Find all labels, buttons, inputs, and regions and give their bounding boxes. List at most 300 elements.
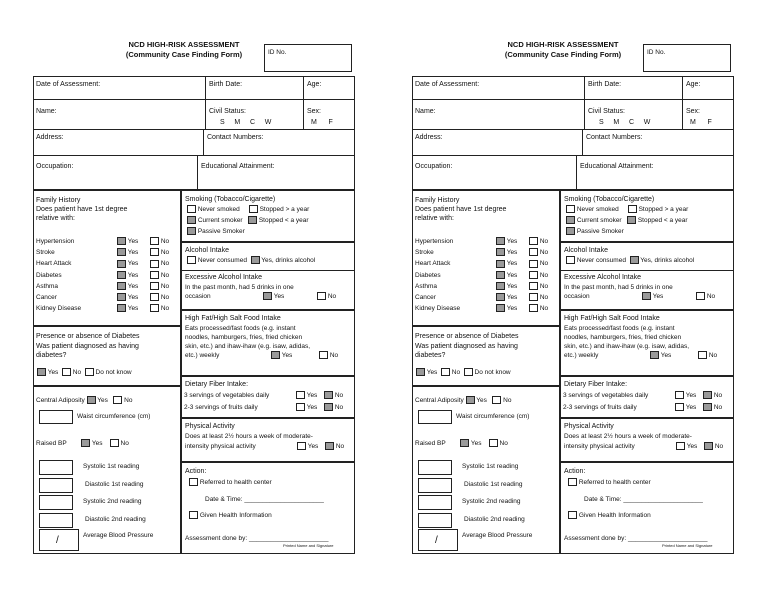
current-smoker-label: Current smoker	[576, 217, 622, 224]
no-label: No	[124, 397, 133, 404]
activity-q1: Does at least 2½ hours a week of moderate-	[564, 433, 692, 440]
condition-yes-checkbox[interactable]	[117, 260, 126, 268]
diabetes-unknown-checkbox[interactable]	[464, 368, 473, 376]
yes-label: Yes	[127, 294, 139, 301]
veg-no-checkbox[interactable]	[324, 391, 333, 399]
fat-salt-q3: skin, etc.) and ihaw-ihaw (e.g. isaw, adidas,	[185, 343, 311, 350]
never-consumed-label: Never consumed	[576, 257, 626, 264]
given-info-row	[189, 511, 272, 521]
excess-alcohol-row	[185, 292, 355, 302]
family-history-item	[36, 271, 181, 281]
contact-numbers-field[interactable]: Contact Numbers:	[207, 134, 264, 141]
assessment-done-by-field[interactable]: Assessment done by: ______________________	[185, 535, 329, 542]
excess-yes-checkbox[interactable]	[263, 292, 272, 300]
form-header	[412, 40, 734, 80]
bp-no-checkbox[interactable]	[110, 439, 119, 447]
no-label: No	[713, 392, 723, 399]
excess-alcohol-q2: occasion	[185, 293, 211, 300]
never-consumed-checkbox[interactable]	[566, 256, 575, 264]
contact-numbers-field[interactable]: Contact Numbers:	[586, 134, 643, 141]
excess-alcohol-q1: In the past month, had 5 drinks in one	[185, 284, 294, 291]
family-history-q2: relative with:	[36, 215, 75, 222]
stopped-gt-checkbox[interactable]	[249, 205, 258, 213]
yes-label: Yes	[506, 294, 518, 301]
activity-yes-checkbox[interactable]	[297, 442, 306, 450]
referred-row	[568, 478, 651, 488]
fat-salt-title: High Fat/High Salt Food Intake	[564, 315, 660, 322]
given-info-label: Given Health Information	[578, 512, 651, 519]
raised-bp-label: Raised BP	[36, 440, 67, 447]
no-label: No	[160, 294, 170, 301]
do-not-know-label: Do not know	[474, 369, 511, 376]
veg-yes-checkbox[interactable]	[675, 391, 684, 399]
family-history-item	[415, 259, 560, 269]
bp-reading-label: Systolic 2nd reading	[83, 498, 142, 505]
bp-reading-label: Systolic 2nd reading	[462, 498, 521, 505]
family-history-item	[415, 248, 560, 258]
diabetes-title: Presence or absence of Diabetes	[36, 333, 140, 340]
condition-no-checkbox[interactable]	[150, 260, 159, 268]
civil-status-label: Civil Status:	[588, 108, 625, 115]
avg-bp-input[interactable]	[39, 529, 79, 551]
condition-yes-checkbox[interactable]	[496, 237, 505, 245]
no-label: No	[335, 443, 345, 450]
passive-smoker-checkbox[interactable]	[566, 227, 575, 235]
excess-alcohol-title: Excessive Alcohol Intake	[564, 274, 642, 281]
family-history-q2: relative with:	[415, 215, 454, 222]
occupation-field[interactable]: Occupation:	[415, 163, 453, 170]
address-field[interactable]: Address:	[415, 134, 443, 141]
fiber-row-1	[563, 391, 733, 401]
condition-no-checkbox[interactable]	[529, 293, 538, 301]
yes-label: Yes	[306, 392, 318, 399]
date-time-field[interactable]: Date & Time: ______________________	[205, 496, 324, 503]
printed-name-caption: Printed Name and Signature	[283, 543, 334, 548]
no-label: No	[503, 397, 512, 404]
condition-yes-checkbox[interactable]	[117, 282, 126, 290]
central-adiposity-label: Central Adiposity	[415, 397, 464, 404]
bp-reading-input[interactable]	[418, 460, 452, 475]
referred-checkbox[interactable]	[568, 478, 577, 486]
condition-label: Hypertension	[36, 238, 75, 245]
adiposity-no-checkbox[interactable]	[113, 396, 122, 404]
condition-yes-checkbox[interactable]	[496, 293, 505, 301]
bp-no-checkbox[interactable]	[489, 439, 498, 447]
never-consumed-checkbox[interactable]	[187, 256, 196, 264]
id-no-field[interactable]	[643, 44, 731, 72]
condition-no-checkbox[interactable]	[150, 271, 159, 279]
yes-label: Yes	[307, 443, 319, 450]
yes-label: Yes	[685, 392, 697, 399]
condition-yes-checkbox[interactable]	[496, 282, 505, 290]
condition-no-checkbox[interactable]	[529, 304, 538, 312]
drinks-alcohol-label: Yes, drinks alcohol	[261, 257, 316, 264]
no-label: No	[334, 392, 344, 399]
condition-no-checkbox[interactable]	[529, 237, 538, 245]
id-no-label: ID No.	[268, 49, 287, 56]
fruit-no-checkbox[interactable]	[703, 403, 712, 411]
excess-no-checkbox[interactable]	[317, 292, 326, 300]
passive-smoker-label: Passive Smoker	[576, 228, 624, 235]
no-label: No	[539, 238, 549, 245]
activity-title: Physical Activity	[185, 423, 235, 430]
condition-label: Stroke	[415, 249, 434, 257]
no-label: No	[706, 293, 716, 300]
waist-label: Waist circumference (cm)	[77, 413, 151, 420]
fat-salt-q3: skin, etc.) and ihaw-ihaw (e.g. isaw, adidas,	[564, 343, 690, 350]
stopped-gt-label: Stopped > a year	[638, 206, 689, 213]
sex-options[interactable]: M F	[690, 119, 712, 126]
bp-reading-label: Systolic 1st reading	[83, 463, 140, 470]
adiposity-yes-checkbox[interactable]	[466, 396, 475, 404]
bp-reading-input[interactable]	[39, 495, 73, 510]
diabetes-title: Presence or absence of Diabetes	[415, 333, 519, 340]
no-label: No	[539, 294, 549, 301]
condition-yes-checkbox[interactable]	[496, 260, 505, 268]
fiber-row-1	[184, 391, 354, 401]
fat-salt-row	[564, 351, 734, 361]
date-of-assessment-field[interactable]: Date of Assessment:	[36, 81, 101, 88]
no-label: No	[539, 282, 549, 290]
sex-label: Sex:	[307, 108, 322, 115]
yes-label: Yes	[127, 249, 139, 257]
demographics-box	[33, 76, 355, 190]
referred-row	[189, 478, 272, 488]
family-history-q1: Does patient have 1st degree	[36, 206, 128, 213]
smoking-title: Smoking (Tobacco/Cigarette)	[564, 196, 655, 203]
avg-bp-label: Average Blood Pressure	[83, 532, 154, 539]
current-smoker-checkbox[interactable]	[187, 216, 196, 224]
family-history-item	[36, 282, 181, 292]
name-field[interactable]: Name:	[36, 108, 57, 115]
diabetes-no-checkbox[interactable]	[441, 368, 450, 376]
raised-bp-row	[415, 439, 508, 449]
no-label: No	[539, 249, 549, 257]
smoking-title: Smoking (Tobacco/Cigarette)	[185, 196, 276, 203]
printed-name-caption: Printed Name and Signature	[662, 543, 713, 548]
yes-label: Yes	[306, 404, 318, 411]
given-info-row	[568, 511, 651, 521]
family-history-item	[415, 304, 560, 314]
assessment-done-by-field[interactable]: Assessment done by: ______________________	[564, 535, 708, 542]
bp-reading-input[interactable]	[418, 478, 452, 493]
stopped-lt-label: Stopped < a year	[258, 217, 309, 224]
condition-label: Diabetes	[36, 271, 62, 279]
condition-yes-checkbox[interactable]	[496, 304, 505, 312]
occupation-field[interactable]: Occupation:	[36, 163, 74, 170]
diabetes-q1: Was patient diagnosed as having	[415, 343, 518, 350]
bp-reading-input[interactable]	[418, 495, 452, 510]
condition-no-checkbox[interactable]	[529, 271, 538, 279]
waist-label: Waist circumference (cm)	[456, 413, 530, 420]
condition-no-checkbox[interactable]	[529, 282, 538, 290]
no-label: No	[160, 282, 170, 290]
alcohol-title: Alcohol Intake	[564, 247, 608, 254]
fiber-q1: 3 servings of vegetables daily	[563, 392, 649, 399]
passive-smoker-checkbox[interactable]	[187, 227, 196, 235]
condition-yes-checkbox[interactable]	[117, 271, 126, 279]
yes-label: Yes	[127, 271, 139, 279]
fat-salt-row	[185, 351, 355, 361]
yes-label: Yes	[281, 352, 293, 359]
fruit-yes-checkbox[interactable]	[675, 403, 684, 411]
diabetes-yes-checkbox[interactable]	[37, 368, 46, 376]
form-title: NCD HIGH-RISK ASSESSMENT (Community Case Finding Form)	[504, 40, 622, 59]
diabetes-q2: diabetes?	[36, 352, 67, 359]
diabetes-options	[416, 368, 511, 378]
avg-bp-label: Average Blood Pressure	[462, 532, 533, 539]
activity-q2: intensity physical activity	[564, 443, 635, 450]
form-title: NCD HIGH-RISK ASSESSMENT (Community Case Finding Form)	[125, 40, 243, 59]
fat-salt-yes-checkbox[interactable]	[271, 351, 280, 359]
condition-yes-checkbox[interactable]	[117, 304, 126, 312]
yes-label: Yes	[127, 238, 139, 245]
yes-label: Yes	[426, 369, 438, 376]
educational-attainment-field[interactable]: Educational Attainment:	[201, 163, 275, 170]
educational-attainment-field[interactable]: Educational Attainment:	[580, 163, 654, 170]
family-history-item	[36, 237, 181, 247]
fruit-yes-checkbox[interactable]	[296, 403, 305, 411]
yes-label: Yes	[476, 397, 487, 404]
stopped-lt-checkbox[interactable]	[627, 216, 636, 224]
family-history-item	[415, 293, 560, 303]
sex-label: Sex:	[686, 108, 701, 115]
civil-status-options[interactable]: S M C W	[599, 119, 651, 126]
yes-label: Yes	[506, 238, 518, 245]
id-no-label: ID No.	[647, 49, 666, 56]
fiber-q1: 3 servings of vegetables daily	[184, 392, 270, 399]
smoking-row-2	[187, 216, 309, 226]
excess-alcohol-q1: In the past month, had 5 drinks in one	[564, 284, 673, 291]
fat-salt-q1: Eats processed/fast foods (e.g. instant	[564, 325, 675, 332]
condition-no-checkbox[interactable]	[150, 282, 159, 290]
yes-label: Yes	[652, 293, 664, 300]
no-label: No	[72, 369, 82, 376]
fiber-q2: 2-3 servings of fruits daily	[563, 404, 637, 411]
referred-checkbox[interactable]	[189, 478, 198, 486]
adiposity-no-checkbox[interactable]	[492, 396, 501, 404]
no-label: No	[160, 260, 170, 268]
never-consumed-label: Never consumed	[197, 257, 247, 264]
drinks-alcohol-label: Yes, drinks alcohol	[640, 257, 695, 264]
condition-label: Cancer	[415, 294, 436, 301]
condition-yes-checkbox[interactable]	[496, 248, 505, 256]
condition-label: Heart Attack	[36, 260, 72, 268]
no-label: No	[539, 260, 549, 268]
name-field[interactable]: Name:	[415, 108, 436, 115]
waist-input[interactable]	[418, 410, 452, 424]
excess-yes-checkbox[interactable]	[642, 292, 651, 300]
no-label: No	[327, 293, 337, 300]
activity-no-checkbox[interactable]	[325, 442, 334, 450]
condition-label: Hypertension	[415, 238, 454, 245]
waist-input[interactable]	[39, 410, 73, 424]
family-history-item	[36, 259, 181, 269]
condition-no-checkbox[interactable]	[150, 237, 159, 245]
fat-salt-title: High Fat/High Salt Food Intake	[185, 315, 281, 322]
never-smoked-label: Never smoked	[576, 206, 619, 213]
never-smoked-checkbox[interactable]	[187, 205, 196, 213]
avg-bp-input[interactable]	[418, 529, 458, 551]
condition-label: Stroke	[36, 249, 55, 257]
yes-label: Yes	[127, 260, 139, 268]
fat-salt-no-checkbox[interactable]	[698, 351, 707, 359]
bp-reading-input[interactable]	[39, 478, 73, 493]
family-history-item	[415, 271, 560, 281]
current-smoker-checkbox[interactable]	[566, 216, 575, 224]
do-not-know-label: Do not know	[95, 369, 132, 376]
yes-label: Yes	[127, 282, 139, 290]
bp-yes-checkbox[interactable]	[460, 439, 469, 447]
central-adiposity-row	[415, 396, 511, 406]
adiposity-yes-checkbox[interactable]	[87, 396, 96, 404]
condition-no-checkbox[interactable]	[150, 304, 159, 312]
activity-row	[185, 442, 355, 452]
veg-no-checkbox[interactable]	[703, 391, 712, 399]
form-header	[33, 40, 355, 80]
activity-row	[564, 442, 734, 452]
bp-reading-input[interactable]	[39, 460, 73, 475]
alcohol-row	[187, 256, 315, 266]
date-of-assessment-field[interactable]: Date of Assessment:	[415, 81, 480, 88]
address-field[interactable]: Address:	[36, 134, 64, 141]
no-label: No	[499, 440, 508, 447]
excess-alcohol-row	[564, 292, 734, 302]
condition-yes-checkbox[interactable]	[496, 271, 505, 279]
given-info-checkbox[interactable]	[568, 511, 577, 519]
diabetes-q1: Was patient diagnosed as having	[36, 343, 139, 350]
excess-no-checkbox[interactable]	[696, 292, 705, 300]
civil-status-options[interactable]: S M C W	[220, 119, 272, 126]
fruit-no-checkbox[interactable]	[324, 403, 333, 411]
bp-reading-label: Diastolic 1st reading	[464, 480, 523, 488]
condition-label: Kidney Disease	[415, 305, 461, 313]
no-label: No	[714, 443, 724, 450]
stopped-lt-label: Stopped < a year	[637, 217, 688, 224]
condition-no-checkbox[interactable]	[529, 248, 538, 256]
civil-status-label: Civil Status:	[209, 108, 246, 115]
bp-yes-checkbox[interactable]	[81, 439, 90, 447]
condition-yes-checkbox[interactable]	[117, 293, 126, 301]
diabetes-unknown-checkbox[interactable]	[85, 368, 94, 376]
activity-q1: Does at least 2½ hours a week of moderate-	[185, 433, 313, 440]
family-history-item	[415, 282, 560, 292]
no-label: No	[334, 404, 344, 411]
condition-no-checkbox[interactable]	[150, 293, 159, 301]
activity-q2: intensity physical activity	[185, 443, 256, 450]
bp-reading-label: Diastolic 2nd reading	[85, 515, 146, 523]
condition-label: Asthma	[415, 282, 438, 290]
bp-reading-input[interactable]	[39, 513, 73, 528]
referred-label: Referred to health center	[199, 479, 272, 486]
stopped-gt-checkbox[interactable]	[628, 205, 637, 213]
date-time-field[interactable]: Date & Time: ______________________	[584, 496, 703, 503]
passive-smoker-label: Passive Smoker	[197, 228, 245, 235]
stopped-gt-label: Stopped > a year	[259, 206, 310, 213]
bp-reading-label: Systolic 1st reading	[462, 463, 519, 470]
family-history-title: Family History	[415, 197, 460, 204]
smoking-row-1	[187, 205, 309, 215]
bp-reading-input[interactable]	[418, 513, 452, 528]
fat-salt-no-checkbox[interactable]	[319, 351, 328, 359]
condition-label: Diabetes	[415, 271, 441, 279]
age-field[interactable]: Age:	[686, 81, 701, 88]
fiber-row-2	[563, 403, 733, 413]
condition-no-checkbox[interactable]	[150, 248, 159, 256]
yes-label: Yes	[47, 369, 59, 376]
fat-salt-q2: noodles, hamburgers, fries, fried chicken	[564, 334, 682, 341]
family-history-item	[36, 248, 181, 258]
id-no-field[interactable]	[264, 44, 352, 72]
slash-text: /	[56, 535, 59, 546]
fat-salt-q2: noodles, hamburgers, fries, fried chicken	[185, 334, 303, 341]
raised-bp-label: Raised BP	[415, 440, 446, 447]
slash-text: /	[435, 535, 438, 546]
birth-date-field[interactable]: Birth Date:	[209, 81, 243, 88]
sex-options[interactable]: M F	[311, 119, 333, 126]
bp-reading-label: Diastolic 2nd reading	[464, 515, 525, 523]
diabetes-options	[37, 368, 132, 378]
stopped-lt-checkbox[interactable]	[248, 216, 257, 224]
yes-label: Yes	[660, 352, 672, 359]
fiber-title: Dietary Fiber Intake:	[185, 381, 249, 388]
family-history-item	[36, 293, 181, 303]
smoking-row-2	[566, 216, 688, 226]
condition-yes-checkbox[interactable]	[117, 237, 126, 245]
veg-yes-checkbox[interactable]	[296, 391, 305, 399]
condition-label: Kidney Disease	[36, 305, 82, 313]
diabetes-yes-checkbox[interactable]	[416, 368, 425, 376]
condition-label: Cancer	[36, 294, 57, 301]
diabetes-q2: diabetes?	[415, 352, 446, 359]
fat-salt-q1: Eats processed/fast foods (e.g. instant	[185, 325, 296, 332]
never-smoked-checkbox[interactable]	[566, 205, 575, 213]
alcohol-row	[566, 256, 694, 266]
drinks-alcohol-checkbox[interactable]	[251, 256, 260, 264]
family-history-item	[415, 237, 560, 247]
drinks-alcohol-checkbox[interactable]	[630, 256, 639, 264]
excess-alcohol-title: Excessive Alcohol Intake	[185, 274, 263, 281]
fat-salt-q4: etc.) weekly	[564, 352, 599, 359]
activity-no-checkbox[interactable]	[704, 442, 713, 450]
action-title: Action:	[185, 468, 207, 475]
diabetes-no-checkbox[interactable]	[62, 368, 71, 376]
given-info-checkbox[interactable]	[189, 511, 198, 519]
action-title: Action:	[564, 468, 586, 475]
condition-no-checkbox[interactable]	[529, 260, 538, 268]
assessment-form-1	[33, 0, 355, 594]
assessment-form-2	[412, 0, 734, 594]
family-history-title: Family History	[36, 197, 81, 204]
smoking-row-3	[566, 227, 624, 237]
birth-date-field[interactable]: Birth Date:	[588, 81, 622, 88]
excess-alcohol-q2: occasion	[564, 293, 590, 300]
age-field[interactable]: Age:	[307, 81, 322, 88]
fiber-row-2	[184, 403, 354, 413]
condition-label: Asthma	[36, 282, 59, 290]
fat-salt-yes-checkbox[interactable]	[650, 351, 659, 359]
condition-yes-checkbox[interactable]	[117, 248, 126, 256]
no-label: No	[160, 305, 170, 313]
given-info-label: Given Health Information	[199, 512, 272, 519]
no-label: No	[708, 352, 718, 359]
yes-label: Yes	[506, 249, 518, 257]
alcohol-title: Alcohol Intake	[185, 247, 229, 254]
activity-yes-checkbox[interactable]	[676, 442, 685, 450]
never-smoked-label: Never smoked	[197, 206, 240, 213]
fiber-title: Dietary Fiber Intake:	[564, 381, 628, 388]
no-label: No	[539, 271, 549, 279]
